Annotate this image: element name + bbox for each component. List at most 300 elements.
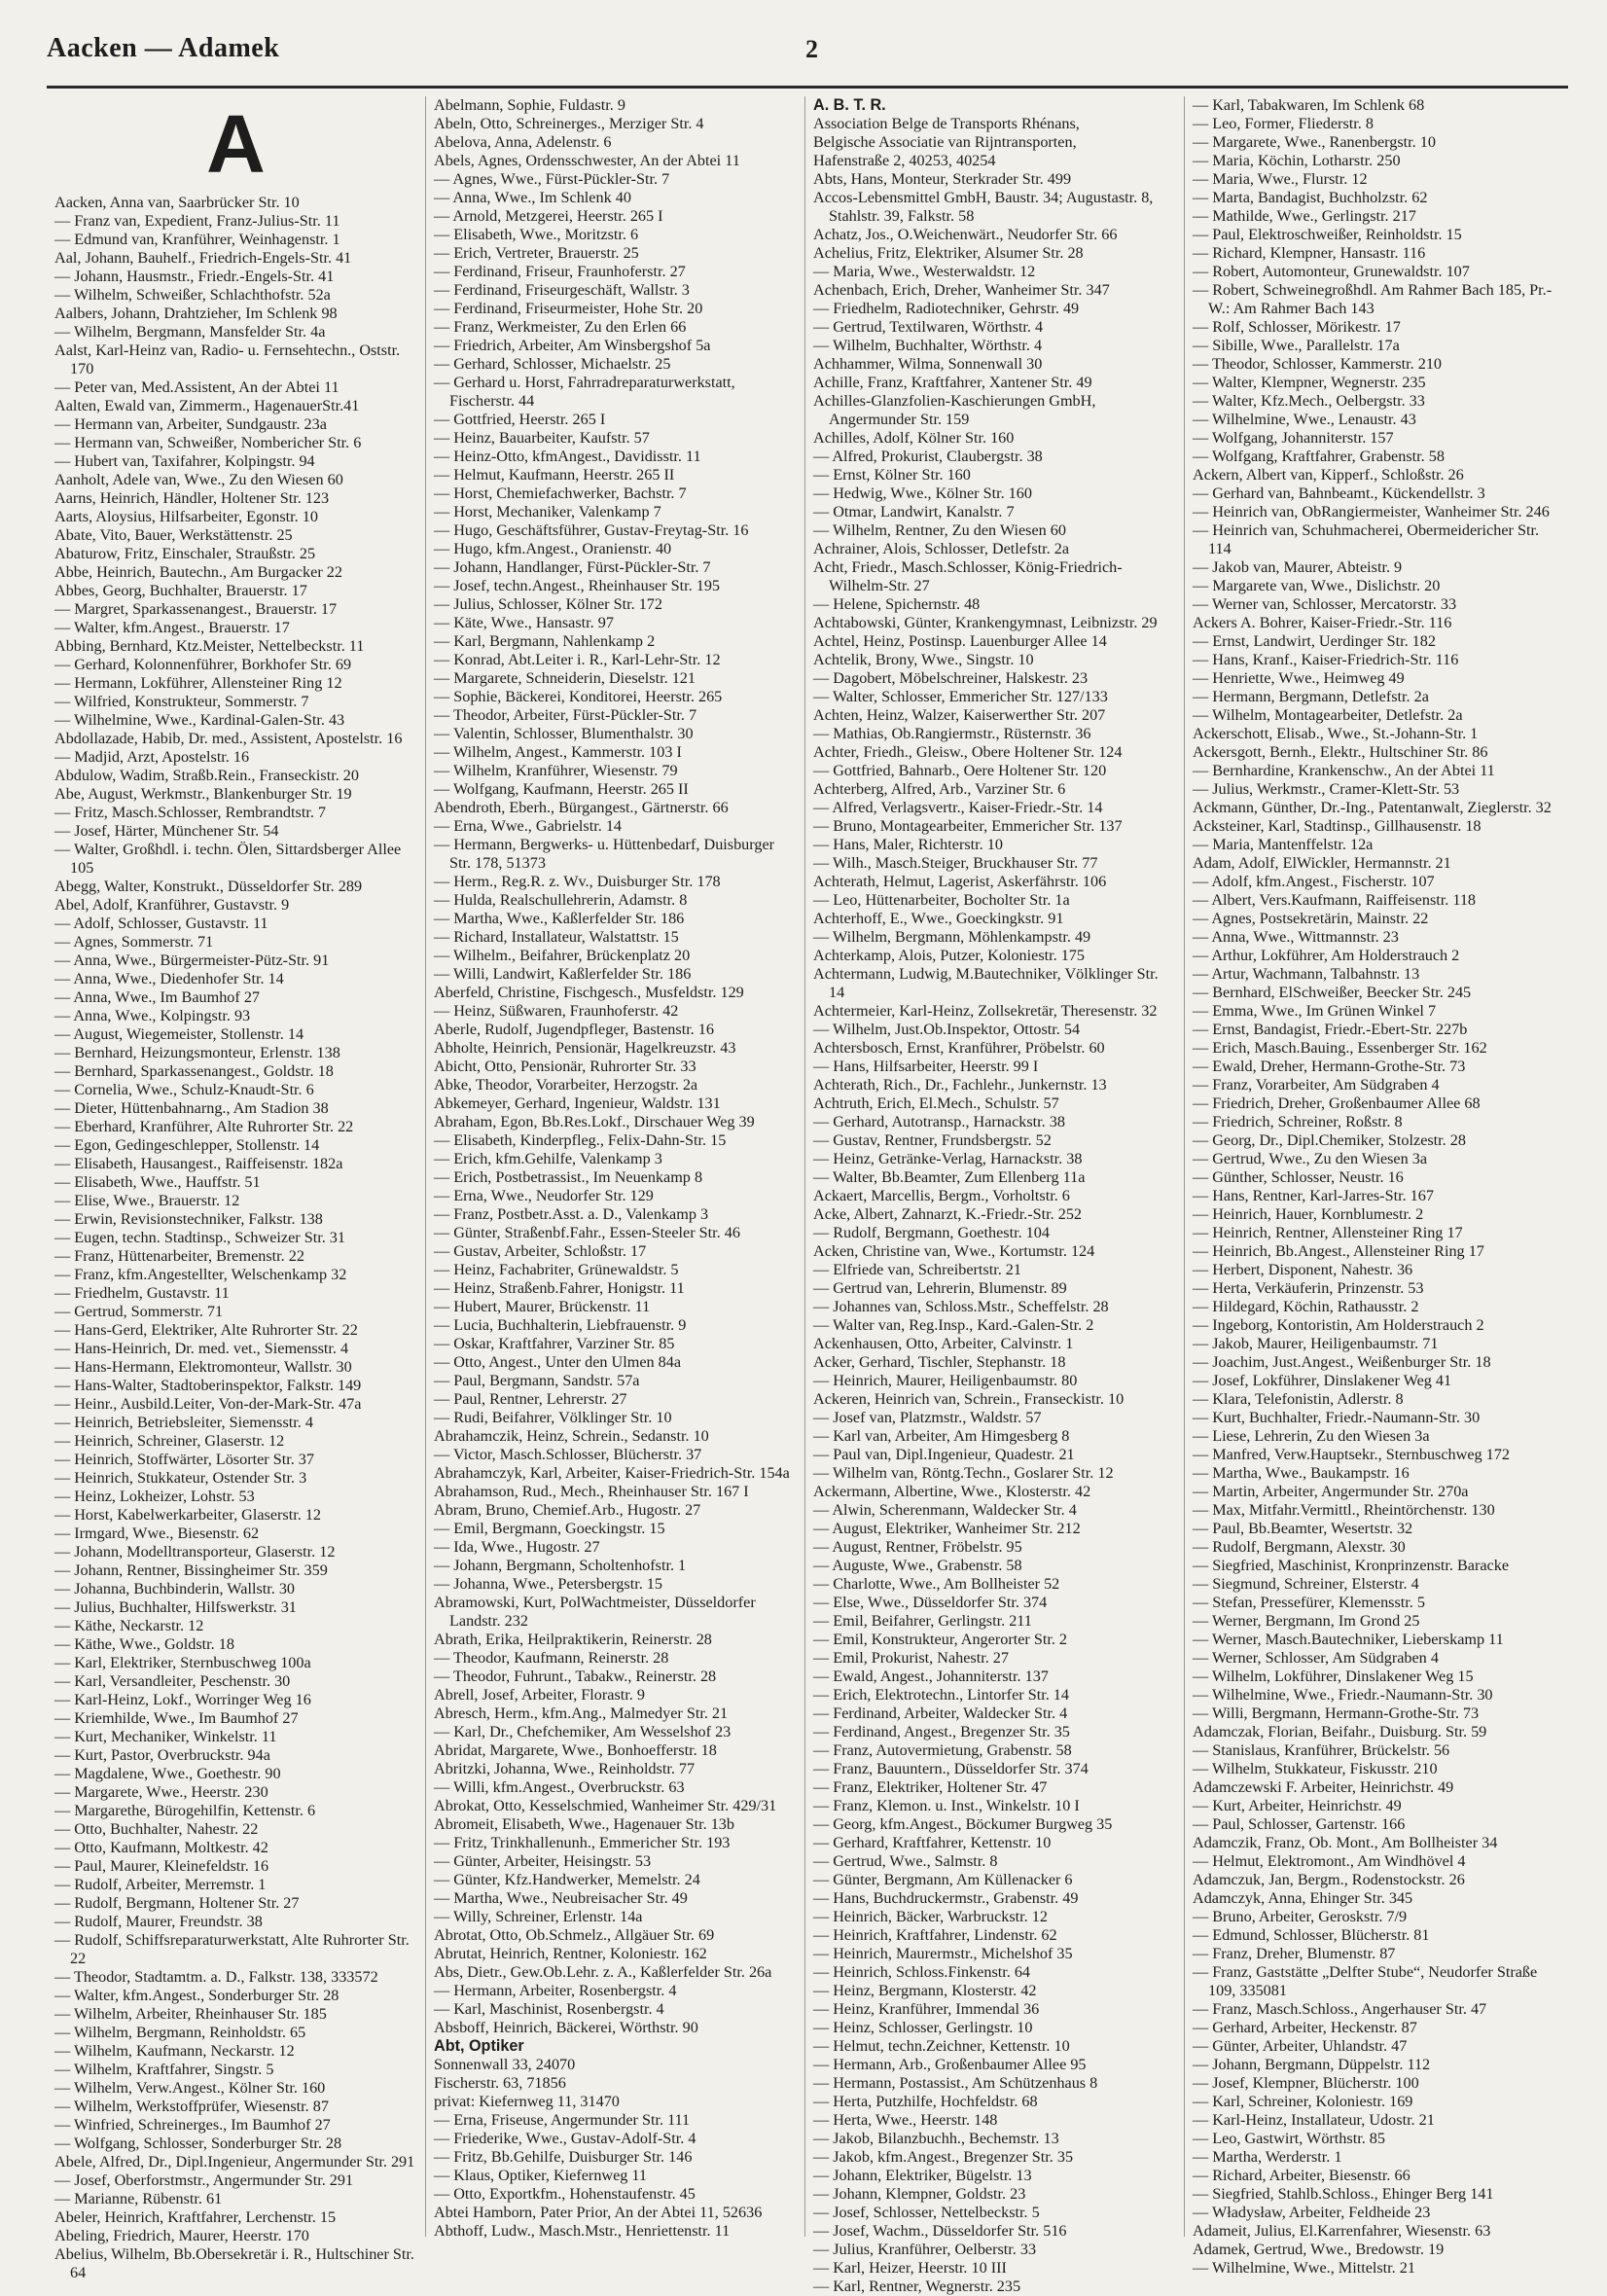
directory-entry: — Heinz, Schlosser, Gerlingstr. 10 [813,2019,1033,2036]
directory-entry: — Anna, Wwe., Kolpingstr. 93 [54,1007,251,1024]
directory-entry: — Karl, Maschinist, Rosenbergstr. 4 [434,2000,664,2018]
directory-entry: — Irmgard, Wwe., Biesenstr. 62 [54,1525,260,1542]
directory-entry: — Elisabeth, Hausangest., Raiffeisenstr. 182a [54,1155,343,1172]
directory-entry: — Günter, Kfz.Handwerker, Memelstr. 24 [434,1871,700,1888]
directory-entry: — Rudolf, Bergmann, Holtener Str. 27 [54,1894,300,1912]
directory-entry: — Paul, Rentner, Lehrerstr. 27 [434,1390,627,1408]
directory-entry: — Hermann, Arb., Großenbaumer Allee 95 [813,2056,1087,2073]
directory-entry: — Karl, Heizer, Heerstr. 10 III [813,2259,1007,2277]
directory-entry: — Stanislaus, Kranführer, Brückelstr. 56 [1193,1741,1450,1759]
directory-entry: — Heinrich, Stukkateur, Ostender Str. 3 [54,1469,307,1487]
directory-entry: — Wilhelm, Arbeiter, Rheinhauser Str. 185 [54,2005,327,2023]
directory-entry: Achilles, Adolf, Kölner Str. 160 [813,429,1015,447]
directory-entry: — Franz van, Expedient, Franz-Julius-Str. 11 [54,212,340,230]
directory-entry: Sonnenwall 33, 24070 [434,2056,576,2073]
directory-entry: — Helmut, Elektromont., Am Windhövel 4 [1193,1852,1466,1870]
directory-entry: — Eugen, techn. Stadtinsp., Schweizer Str. 31 [54,1229,345,1246]
directory-entry: — Kriemhilde, Wwe., Im Baumhof 27 [54,1709,299,1727]
directory-entry: Achtersbosch, Ernst, Kranführer, Pröbelstr. 60 [813,1039,1105,1057]
directory-entry: — Heinrich, Bäcker, Warbruckstr. 12 [813,1908,1048,1925]
directory-entry: — Bernhard, ElSchweißer, Beecker Str. 245 [1193,984,1472,1001]
directory-entry: — Ernst, Kölner Str. 160 [813,466,971,484]
directory-entry: — Karl, Bergmann, Nahlenkamp 2 [434,632,656,650]
column-2 [426,96,805,2240]
directory-entry: — Helmut, techn.Zeichner, Kettenstr. 10 [813,2037,1070,2055]
directory-entry: Aarns, Heinrich, Händler, Holtener Str. 123 [54,489,330,507]
directory-entry: Abele, Alfred, Dr., Dipl.Ingenieur, Angermunder Str. 291 [54,2153,415,2170]
directory-entry: — Agnes, Sommerstr. 71 [54,933,214,951]
directory-entry: — Heinrich, Stoffwärter, Lösorter Str. 37 [54,1451,314,1468]
directory-entry: Abel, Adolf, Kranführer, Gustavstr. 9 [54,896,290,914]
directory-entry: — Richard, Arbeiter, Biesenstr. 66 [1193,2167,1411,2184]
directory-entry: — Gustav, Arbeiter, Schloßstr. 17 [434,1242,647,1260]
directory-entry: Accos-Lebensmittel GmbH, Baustr. 34; Augustastr. 8, Stahlstr. 39, Falkstr. 58 [813,189,1154,225]
directory-entry: — Herbert, Disponent, Nahestr. 36 [1193,1261,1413,1278]
directory-entry: — Julius, Werkmstr., Cramer-Klett-Str. 53 [1193,780,1460,798]
directory-entry: Abrotat, Otto, Ob.Schmelz., Allgäuer Str. 69 [434,1926,715,1944]
directory-entry: — Winfried, Schreinerges., Im Baumhof 27 [54,2116,331,2134]
directory-entry: Adamczuk, Jan, Bergm., Rodenstockstr. 26 [1193,1871,1465,1888]
directory-entry: — Kurt, Mechaniker, Winkelstr. 11 [54,1728,277,1745]
directory-entry: — Willi, kfm.Angest., Overbruckstr. 63 [434,1778,685,1796]
directory-entry: — Walter, kfm.Angest., Sonderburger Str. 28 [54,1987,339,2004]
name-range-heading: Aacken — Adamek [47,33,280,63]
directory-entry: — August, Wiegemeister, Stollenstr. 14 [54,1025,304,1043]
directory-entry: — Erna, Wwe., Gabrielstr. 14 [434,817,623,835]
directory-entry: — Manfred, Verw.Hauptsekr., Sternbuschweg 172 [1193,1446,1510,1463]
directory-entry: — Konrad, Abt.Leiter i. R., Karl-Lehr-Str. 12 [434,651,721,668]
directory-entry: — Rudolf, Bergmann, Goethestr. 104 [813,1224,1050,1241]
directory-entry: — Stefan, Pressefürer, Klemensstr. 5 [1193,1594,1425,1611]
directory-entry: — Elisabeth, Wwe., Moritzstr. 6 [434,226,639,243]
directory-entry: — Helmut, Kaufmann, Heerstr. 265 II [434,466,675,484]
directory-entry: — Johann, Handlanger, Fürst-Pückler-Str. 7 [434,558,711,576]
directory-entry: Abke, Theodor, Vorarbeiter, Herzogstr. 2a [434,1076,698,1094]
directory-entry: Abdollazade, Habib, Dr. med., Assistent, Apostelstr. 16 [54,730,403,747]
directory-entry: — Hans, Kranf., Kaiser-Friedrich-Str. 116 [1193,651,1459,668]
directory-entry: — Alfred, Prokurist, Claubergstr. 38 [813,448,1043,465]
directory-entry: — Elisabeth, Wwe., Hauffstr. 51 [54,1173,261,1191]
directory-entry: — Gerhard, Schlosser, Michaelstr. 25 [434,355,671,373]
directory-entry: — Siegfried, Maschinist, Kronprinzenstr. Baracke [1193,1557,1510,1574]
directory-entry: Abrahamczyk, Karl, Arbeiter, Kaiser-Friedrich-Str. 154a [434,1464,790,1482]
directory-entry: — Wilhelm, Just.Ob.Inspektor, Ottostr. 54 [813,1021,1081,1038]
directory-entry: Achtelik, Brony, Wwe., Singstr. 10 [813,651,1034,668]
directory-entry: — Emma, Wwe., Im Grünen Winkel 7 [1193,1002,1437,1020]
directory-entry: — Ewald, Angest., Johanniterstr. 137 [813,1668,1049,1685]
directory-entry: — Josef, techn.Angest., Rheinhauser Str. 195 [434,577,721,594]
directory-entry: — Theodor, Stadtamtm. a. D., Falkstr. 138, 333572 [54,1968,378,1986]
directory-entry: — Hans, Hilfsarbeiter, Heerstr. 99 I [813,1058,1039,1075]
directory-entry: — Martha, Werderstr. 1 [1193,2148,1342,2166]
directory-entry: — Erich, kfm.Gehilfe, Valenkamp 3 [434,1150,662,1167]
directory-entry: Achterberg, Alfred, Arb., Varziner Str. 6 [813,780,1066,798]
directory-entry: — Hermann, Lokführer, Allensteiner Ring 12 [54,674,342,692]
directory-entry: — Gerhard u. Horst, Fahrradreparaturwerkstatt, Fischerstr. 44 [434,374,735,410]
directory-entry: — Wolfgang, Schlosser, Sonderburger Str. 28 [54,2135,342,2152]
directory-entry: — Bruno, Montagearbeiter, Emmericher Str. 137 [813,817,1123,835]
directory-entry: — Gustav, Rentner, Frundsbergstr. 52 [813,1131,1052,1149]
directory-entry: — Josef, Oberforstmstr., Angermunder Str. 291 [54,2171,354,2189]
directory-entry: — Ferdinand, Arbeiter, Waldecker Str. 4 [813,1704,1068,1722]
directory-entry: — Johann, Bergmann, Scholtenhofstr. 1 [434,1557,687,1574]
directory-entry: Abrokat, Otto, Kesselschmied, Wanheimer Str. 429/31 [434,1797,777,1814]
directory-entry: — Karl-Heinz, Installateur, Udostr. 21 [1193,2111,1435,2129]
directory-entry: Abtei Hamborn, Pater Prior, An der Abtei 11, 52636 [434,2204,763,2221]
directory-entry: — Eberhard, Kranführer, Alte Ruhrorter Str. 22 [54,1118,354,1135]
directory-entry: — Willi, Bergmann, Hermann-Grothe-Str. 73 [1193,1704,1480,1722]
directory-entry: — Ferdinand, Friseurmeister, Hohe Str. 20 [434,300,703,317]
directory-entry: Adam, Adolf, ElWickler, Hermannstr. 21 [1193,854,1451,872]
directory-entry: — Franz, Postbetr.Asst. a. D., Valenkamp 3 [434,1205,709,1223]
directory-entry: — Otto, Buchhalter, Nahestr. 22 [54,1820,259,1838]
directory-entry: — Werner van, Schlosser, Mercatorstr. 33 [1193,595,1457,613]
directory-entry: — Edmund van, Kranführer, Weinhagenstr. 1 [54,231,340,248]
directory-entry: Acker, Gerhard, Tischler, Stephanstr. 18 [813,1353,1066,1371]
directory-entry: — Margarete van, Wwe., Dislichstr. 20 [1193,577,1441,594]
directory-entry: Aalten, Ewald van, Zimmerm., HagenauerStr.41 [54,397,360,414]
directory-entry: Abeler, Heinrich, Kraftfahrer, Lerchenstr. 15 [54,2208,337,2226]
directory-entry: — Friederike, Wwe., Gustav-Adolf-Str. 4 [434,2130,696,2147]
directory-entry: — Franz, Dreher, Blumenstr. 87 [1193,1945,1396,1962]
directory-entry: Abe, August, Werkmstr., Blankenburger Str. 19 [54,785,352,803]
directory-entry: — Wilhelm, Werkstoffprüfer, Wiesenstr. 87 [54,2098,329,2115]
directory-entry: — Ernst, Bandagist, Friedr.-Ebert-Str. 227b [1193,1021,1468,1038]
directory-entry: — Heinrich, Maurermstr., Michelshof 35 [813,1945,1073,1962]
directory-entry: — Emil, Prokurist, Nahestr. 27 [813,1649,1009,1667]
directory-entry: Achtabowski, Günter, Krankengymnast, Leibnizstr. 29 [813,614,1158,631]
directory-entry: — Erich, Masch.Bauing., Essenberger Str. 162 [1193,1039,1487,1057]
directory-entry: Aalst, Karl-Heinz van, Radio- u. Fernsehtechn., Oststr. 170 [54,341,401,377]
directory-entry: — Horst, Mechaniker, Valenkamp 7 [434,503,661,520]
directory-entry: — Horst, Chemiefachwerker, Bachstr. 7 [434,484,687,502]
directory-entry: Abdulow, Wadim, Straßb.Rein., Franseckistr. 20 [54,767,359,784]
column-3 [805,96,1185,2295]
directory-entry: — Heinz, Getränke-Verlag, Harnackstr. 38 [813,1150,1083,1167]
directory-entry: Achterath, Helmut, Lagerist, Askerfährstr. 106 [813,873,1107,890]
directory-entry: — Dagobert, Möbelschreiner, Halskestr. 23 [813,669,1089,687]
directory-entry: — Anna, Wwe., Im Baumhof 27 [54,988,261,1006]
directory-entry: — Gerhard, Kraftfahrer, Kettenstr. 10 [813,1834,1052,1851]
directory-entry: Achter, Friedh., Gleisw., Obere Holtener Str. 124 [813,743,1123,761]
directory-entry: — Richard, Installateur, Walstattstr. 15 [434,928,679,946]
directory-entry: — Ferdinand, Angest., Bregenzer Str. 35 [813,1723,1070,1740]
directory-entry: — Siegfried, Stahlb.Schloss., Ehinger Berg 141 [1193,2185,1494,2203]
directory-entry: — Käthe, Neckarstr. 12 [54,1617,204,1634]
directory-entry: — Josef, Klempner, Blücherstr. 100 [1193,2074,1419,2092]
directory-entry: — Edmund, Schlosser, Blücherstr. 81 [1193,1926,1430,1944]
directory-entry: — Hans-Hermann, Elektromonteur, Wallstr. 30 [54,1358,352,1376]
directory-entry: — Hermann van, Schweißer, Nombericher Str. 6 [54,434,362,451]
directory-entry: — Georg, Dr., Dipl.Chemiker, Stolzestr. 28 [1193,1131,1466,1149]
directory-entry: — Ingeborg, Kontoristin, Am Holderstrauch 2 [1193,1316,1484,1334]
directory-entry: Ackmann, Günther, Dr.-Ing., Patentanwalt, Zieglerstr. 32 [1193,799,1552,816]
directory-entry: — Franz, Autovermietung, Grabenstr. 58 [813,1741,1072,1759]
directory-entry: — Erwin, Revisionstechniker, Falkstr. 138 [54,1210,323,1228]
directory-entry: — Franz, Elektriker, Holtener Str. 47 [813,1778,1048,1796]
directory-entry: — Wilhelmine, Wwe., Lenaustr. 43 [1193,411,1416,428]
directory-entry: — Wilhelm, Stukkateur, Fiskusstr. 210 [1193,1760,1438,1777]
directory-entry: privat: Kiefernweg 11, 31470 [434,2093,620,2110]
directory-entry: — Marta, Bandagist, Buchholzstr. 62 [1193,189,1428,206]
directory-entry: — Maria, Mantenffelstr. 12a [1193,836,1374,853]
directory-entry: Abram, Bruno, Chemief.Arb., Hugostr. 27 [434,1501,701,1519]
directory-entry: — Cornelia, Wwe., Schulz-Knaudt-Str. 6 [54,1081,314,1098]
directory-entry: — Jakob, kfm.Angest., Bregenzer Str. 35 [813,2148,1074,2166]
directory-entry: — Margarete, Wwe., Ranenbergstr. 10 [1193,133,1436,151]
directory-entry: — Hubert, Maurer, Brückenstr. 11 [434,1298,651,1315]
directory-entry: — Agnes, Wwe., Fürst-Pückler-Str. 7 [434,170,670,188]
directory-entry: — Leo, Hüttenarbeiter, Bocholter Str. 1a [813,891,1070,909]
directory-entry: — Mathias, Ob.Rangiermstr., Rüsternstr. 36 [813,725,1091,742]
directory-entry: — Günter, Bergmann, Am Küllenacker 6 [813,1871,1073,1888]
column-4 [1185,96,1564,2277]
directory-entry: — Wilh., Masch.Steiger, Bruckhauser Str. 77 [813,854,1098,872]
directory-entry: — Magdalene, Wwe., Goethestr. 90 [54,1765,281,1782]
directory-entry: — Herta, Putzhilfe, Hochfeldstr. 68 [813,2093,1038,2110]
directory-entry: — Paul van, Dipl.Ingenieur, Quadestr. 21 [813,1446,1075,1463]
directory-entry: — Jakob van, Maurer, Abteistr. 9 [1193,558,1403,576]
directory-entry: — Günter, Straßenbf.Fahr., Essen-Steeler Str. 46 [434,1224,740,1241]
directory-entry: — Gertrud van, Lehrerin, Blumenstr. 89 [813,1279,1067,1297]
directory-entry: — Herta, Wwe., Heerstr. 148 [813,2111,998,2129]
directory-entry: — Karl, Rentner, Wegnerstr. 235 [813,2278,1021,2295]
directory-entry: Achtruth, Erich, El.Mech., Schulstr. 57 [813,1094,1059,1112]
directory-entry: Aacken, Anna van, Saarbrücker Str. 10 [54,194,300,211]
column-1 [47,96,426,2281]
directory-entry: — Maria, Wwe., Flurstr. 12 [1193,170,1368,188]
directory-entry: — Artur, Wachmann, Talbahnstr. 13 [1193,965,1420,983]
directory-entry: — Hildegard, Köchin, Rathausstr. 2 [1193,1298,1419,1315]
directory-entry: — Ida, Wwe., Hugostr. 27 [434,1538,600,1556]
directory-entry: — Fritz, Bb.Gehilfe, Duisburger Str. 146 [434,2148,693,2166]
directory-entry: Abholte, Heinrich, Pensionär, Hagelkreuzstr. 43 [434,1039,736,1057]
directory-entry: — Ferdinand, Friseur, Fraunhoferstr. 27 [434,263,686,280]
directory-entry: — Hans-Gerd, Elektriker, Alte Ruhrorter Str. 22 [54,1321,358,1339]
directory-entry: — Gertrud, Wwe., Zu den Wiesen 3a [1193,1150,1428,1167]
directory-entry: Abrahamson, Rud., Mech., Rheinhauser Str. 167 I [434,1483,749,1500]
directory-entry: — Heinz, Kranführer, Immendal 36 [813,2000,1040,2018]
directory-entry: — Bruno, Arbeiter, Geroskstr. 7/9 [1193,1908,1408,1925]
directory-entry: Abbe, Heinrich, Bautechn., Am Burgacker 22 [54,563,342,581]
directory-entry: — Hubert van, Taxifahrer, Kolpingstr. 94 [54,452,315,470]
directory-entry: — Gerhard, Arbeiter, Heckenstr. 87 [1193,2019,1417,2036]
directory-entry: — Heinz, Fachabriter, Grünewaldstr. 5 [434,1261,679,1278]
directory-entry: — Erich, Elektrotechn., Lintorfer Str. 14 [813,1686,1069,1704]
directory-entry: — Helene, Spichernstr. 48 [813,595,981,613]
directory-entry: — August, Elektriker, Wanheimer Str. 212 [813,1520,1081,1537]
directory-entry: Abraham, Egon, Bb.Res.Lokf., Dirschauer Weg 39 [434,1113,755,1130]
directory-entry: — Johannes van, Schloss.Mstr., Scheffelstr. 28 [813,1298,1109,1315]
directory-entry: — Wilhelm., Beifahrer, Brückenplatz 20 [434,947,691,964]
directory-entry: — Heinrich, Kraftfahrer, Lindenstr. 62 [813,1926,1057,1944]
directory-entry: — Adolf, kfm.Angest., Fischerstr. 107 [1193,873,1435,890]
directory-entry: — Hans-Heinrich, Dr. med. vet., Siemensstr. 4 [54,1340,349,1357]
directory-entry: — Martin, Arbeiter, Angermunder Str. 270a [1193,1483,1469,1500]
directory-entry: — Bernhard, Sparkassenangest., Goldstr. 18 [54,1062,334,1080]
directory-entry: — Emil, Konstrukteur, Angerorter Str. 2 [813,1631,1068,1648]
directory-entry: — Alfred, Verlagsvertr., Kaiser-Friedr.-Str. 14 [813,799,1103,816]
directory-entry: — Valentin, Schlosser, Blumenthalstr. 30 [434,725,694,742]
directory-entry: — Liese, Lehrerin, Zu den Wiesen 3a [1193,1427,1430,1445]
directory-entry: — Wilhelmine, Wwe., Friedr.-Naumann-Str. 30 [1193,1686,1493,1704]
directory-entry: Achtel, Heinz, Postinsp. Lauenburger Allee 14 [813,632,1107,650]
directory-entry: Ackerschott, Elisab., Wwe., St.-Johann-Str. 1 [1193,725,1479,742]
directory-entry: — Egon, Gedingeschlepper, Stollenstr. 14 [54,1136,320,1154]
directory-entry: — Josef, Lokführer, Dinslakener Weg 41 [1193,1372,1452,1389]
directory-entry: — Albert, Vers.Kaufmann, Raiffeisenstr. 118 [1193,891,1477,909]
directory-entry: — Walter, Klempner, Wegnerstr. 235 [1193,374,1426,391]
directory-entry: Achrainer, Alois, Schlosser, Detlefstr. 2a [813,540,1070,557]
directory-entry: — Wilhelm, Schweißer, Schlachthofstr. 52a [54,286,331,304]
directory-entry: — Heinz, Bauarbeiter, Kaufstr. 57 [434,429,650,447]
directory-entry: Abendroth, Eberh., Bürgangest., Gärtnerstr. 66 [434,799,729,816]
directory-entry: — Josef, Härter, Münchener Str. 54 [54,822,279,840]
directory-entry: — Franz, kfm.Angestellter, Welschenkamp 32 [54,1266,347,1283]
directory-entry: — Hugo, Geschäftsführer, Gustav-Freytag-Str. 16 [434,521,749,539]
directory-entry: — Heinr., Ausbild.Leiter, Von-der-Mark-Str. 47a [54,1395,362,1413]
directory-entry: Abromeit, Elisabeth, Wwe., Hagenauer Str. 13b [434,1815,734,1833]
directory-entry: — Robert, Automonteur, Grunewaldstr. 107 [1193,263,1470,280]
directory-entry: — Max, Mitfahr.Vermittl., Rheintörchenstr. 130 [1193,1501,1495,1519]
directory-entry: Acke, Albert, Zahnarzt, K.-Friedr.-Str. 252 [813,1205,1083,1223]
directory-entry: Achenbach, Erich, Dreher, Wanheimer Str. 347 [813,281,1110,299]
directory-entry: — Rolf, Schlosser, Mörikestr. 17 [1193,318,1401,336]
directory-entry: — Klara, Telefonistin, Adlerstr. 8 [1193,1390,1404,1408]
directory-entry: — Günther, Schlosser, Neustr. 16 [1193,1168,1404,1186]
directory-entry: — Heinrich van, ObRangiermeister, Wanheimer Str. 246 [1193,503,1550,520]
directory-entry: Abresch, Herm., kfm.Ang., Malmedyer Str. 21 [434,1704,729,1722]
directory-entry: — Franz, Bauuntern., Düsseldorfer Str. 374 [813,1760,1089,1777]
directory-entry: — Heinz, Lokheizer, Lohstr. 53 [54,1488,255,1505]
directory-entry: — Auguste, Wwe., Grabenstr. 58 [813,1557,1022,1574]
directory-entry: — Paul, Bergmann, Sandstr. 57a [434,1372,640,1389]
directory-entry: Ackenhausen, Otto, Arbeiter, Calvinstr. 1 [813,1335,1074,1352]
directory-entry: — Wilhelm, Rentner, Zu den Wiesen 60 [813,521,1066,539]
directory-entry: Abicht, Otto, Pensionär, Ruhrorter Str. 33 [434,1058,696,1075]
directory-entry: — Heinrich, Hauer, Kornblumestr. 2 [1193,1205,1424,1223]
directory-entry: Abramowski, Kurt, PolWachtmeister, Düsseldorfer Landstr. 232 [434,1594,756,1630]
directory-entry: — Heinrich, Rentner, Allensteiner Ring 17 [1193,1224,1463,1241]
directory-entry: Aanholt, Adele van, Wwe., Zu den Wiesen 60 [54,471,343,488]
directory-entry: — Franz, Vorarbeiter, Am Südgraben 4 [1193,1076,1440,1094]
directory-entry: — Josef van, Platzmstr., Waldstr. 57 [813,1409,1042,1426]
directory-entry: Ackermann, Albertine, Wwe., Klosterstr. 42 [813,1483,1091,1500]
directory-entry: — Ewald, Dreher, Hermann-Grothe-Str. 73 [1193,1058,1466,1075]
directory-entry: — Wilhelmine, Wwe., Kardinal-Galen-Str. 43 [54,711,345,729]
directory-entry: — Walter, Bb.Beamter, Zum Ellenberg 11a [813,1168,1086,1186]
directory-entry: — Herm., Reg.R. z. Wv., Duisburger Str. 178 [434,873,721,890]
directory-entry: — Karl, Schreiner, Koloniestr. 169 [1193,2093,1413,2110]
directory-entry: Aalbers, Johann, Drahtzieher, Im Schlenk 98 [54,305,338,322]
directory-entry: — Hans, Rentner, Karl-Jarres-Str. 167 [1193,1187,1434,1204]
directory-entry: Abelius, Wilhelm, Bb.Obersekretär i. R., Hultschiner Str. 64 [54,2245,414,2281]
directory-entry: Achilles-Glanzfolien-Kaschierungen GmbH, Angermunder Str. 159 [813,392,1096,428]
directory-entry: — Wilhelm, Bergmann, Möhlenkampstr. 49 [813,928,1091,946]
directory-entry: — Wolfgang, Kaufmann, Heerstr. 265 II [434,780,689,798]
directory-entry: — Karl, Elektriker, Sternbuschweg 100a [54,1654,311,1671]
directory-entry: — Gerhard, Autotransp., Harnackstr. 38 [813,1113,1065,1130]
directory-entry: — Friedhelm, Gustavstr. 11 [54,1284,230,1302]
directory-entry: Adamczyk, Anna, Ehinger Str. 345 [1193,1889,1413,1907]
directory-entry: — Käte, Wwe., Hansastr. 97 [434,614,614,631]
directory-entry: — Hermann, Bergmann, Detlefstr. 2a [1193,688,1429,705]
directory-entry: Acken, Christine van, Wwe., Kortumstr. 124 [813,1242,1095,1260]
directory-entry: Achten, Heinz, Walzer, Kaiserwerther Str. 207 [813,706,1106,724]
directory-entry: — Hermann, Bergwerks- u. Hüttenbedarf, Duisburger Str. 178, 51373 [434,836,775,872]
directory-entry: — Johann, Rentner, Bissingheimer Str. 359 [54,1561,328,1579]
directory-entry: — Bernhardine, Krankenschw., An der Abtei 11 [1193,762,1495,779]
directory-entry: — Franz, Werkmeister, Zu den Erlen 66 [434,318,687,336]
directory-entry: — Martha, Wwe., Baukampstr. 16 [1193,1464,1410,1482]
directory-entry: — Wilhelm, Lokführer, Dinslakener Weg 15 [1193,1668,1474,1685]
directory-entry: — Klaus, Optiker, Kiefernweg 11 [434,2167,648,2184]
directory-entry: — Dieter, Hüttenbahnarng., Am Stadion 38 [54,1099,329,1117]
directory-entry: — Herta, Verkäuferin, Prinzenstr. 53 [1193,1279,1424,1297]
directory-entry: — August, Rentner, Fröbelstr. 95 [813,1538,1022,1556]
directory-entry: — Kurt, Arbeiter, Heinrichstr. 49 [1193,1797,1402,1814]
directory-entry: Ackersgott, Bernh., Elektr., Hultschiner Str. 86 [1193,743,1488,761]
directory-entry: — Hedwig, Wwe., Kölner Str. 160 [813,484,1032,502]
directory-entry: — Alwin, Scherenmann, Waldecker Str. 4 [813,1501,1077,1519]
directory-entry: — Johann, Klempner, Goldstr. 23 [813,2185,1026,2203]
directory-entry: — Paul, Schlosser, Gartenstr. 166 [1193,1815,1406,1833]
directory-entry: — Friedrich, Schreiner, Roßstr. 8 [1193,1113,1403,1130]
directory-entry: — Julius, Kranführer, Oelberstr. 33 [813,2241,1037,2258]
directory-entry: — Joachim, Just.Angest., Weißenburger Str. 18 [1193,1353,1491,1371]
directory-entry: — Emil, Beifahrer, Gerlingstr. 211 [813,1612,1032,1630]
directory-entry: — Sibille, Wwe., Parallelstr. 17a [1193,337,1400,354]
directory-entry: Adamczik, Franz, Ob. Mont., Am Bollheister 34 [1193,1834,1498,1851]
directory-entry: — Hulda, Realschullehrerin, Adamstr. 8 [434,891,688,909]
directory-entry: — Heinrich, Bb.Angest., Allensteiner Ring 17 [1193,1242,1484,1260]
directory-entry: — Karl, Versandleiter, Peschenstr. 30 [54,1672,291,1690]
directory-entry: Belgische Associatie van Rijntransporten, [813,133,1077,151]
directory-entry: — Rudolf, Bergmann, Alexstr. 30 [1193,1538,1406,1556]
page-header [47,29,1568,89]
directory-entry: — Theodor, Kaufmann, Reinerstr. 28 [434,1649,669,1667]
directory-entry: — Siegmund, Schreiner, Elsterstr. 4 [1193,1575,1419,1593]
directory-entry: — Arthur, Lokführer, Am Holderstrauch 2 [1193,947,1460,964]
directory-entry: — Johann, Modelltransporteur, Glaserstr. 12 [54,1543,336,1561]
directory-entry: — Kurt, Pastor, Overbruckstr. 94a [54,1746,270,1764]
directory-entry: — Franz, Gaststätte „Delfter Stube“, Neudorfer Straße 109, 335081 [1193,1963,1538,1999]
directory-entry: Adamczak, Florian, Beifahr., Duisburg. Str. 59 [1193,1723,1487,1740]
directory-entry: Ackeren, Heinrich van, Schrein., Franseckistr. 10 [813,1390,1125,1408]
directory-entry: Abeln, Otto, Schreinerges., Merziger Str. 4 [434,115,704,132]
directory-entry: — Wilfried, Konstrukteur, Sommerstr. 7 [54,693,309,710]
directory-entry: — Wolfgang, Kraftfahrer, Grabenstr. 58 [1193,448,1445,465]
directory-entry: Abrahamczik, Heinz, Schrein., Sedanstr. 10 [434,1427,709,1445]
directory-entry: Achatz, Jos., O.Weichenwärt., Neudorfer Str. 66 [813,226,1118,243]
directory-entry: — Willy, Schreiner, Erlenstr. 14a [434,1908,643,1925]
directory-entry: — Otto, Angest., Unter den Ulmen 84a [434,1353,682,1371]
directory-entry: — Fritz, Masch.Schlosser, Rembrandtstr. 7 [54,804,327,821]
directory-entry: Association Belge de Transports Rhénans, [813,115,1080,132]
directory-entry: — Hans-Walter, Stadtoberinspektor, Falkstr. 149 [54,1377,362,1394]
directory-entry: Abbes, Georg, Buchhalter, Brauerstr. 17 [54,582,307,599]
directory-entry: — Wilhelm, Verw.Angest., Kölner Str. 160 [54,2079,326,2097]
directory-entry: Achhammer, Wilma, Sonnenwall 30 [813,355,1043,373]
directory-entry: Aarts, Aloysius, Hilfsarbeiter, Egonstr. 10 [54,508,318,525]
directory-entry: Acht, Friedr., Masch.Schlosser, König-Friedrich-Wilhelm-Str. 27 [813,558,1123,594]
directory-entry: — Wilhelm, Bergmann, Mansfelder Str. 4a [54,323,326,341]
directory-entry: Hafenstraße 2, 40253, 40254 [813,152,996,169]
directory-entry: — Friedrich, Arbeiter, Am Winsbergshof 5a [434,337,711,354]
directory-entry: Achtermeier, Karl-Heinz, Zollsekretär, Theresenstr. 32 [813,1002,1158,1020]
directory-entry: — Anna, Wwe., Bürgermeister-Pütz-Str. 91 [54,951,330,969]
directory-entry: — Rudolf, Arbeiter, Merremstr. 1 [54,1876,267,1893]
